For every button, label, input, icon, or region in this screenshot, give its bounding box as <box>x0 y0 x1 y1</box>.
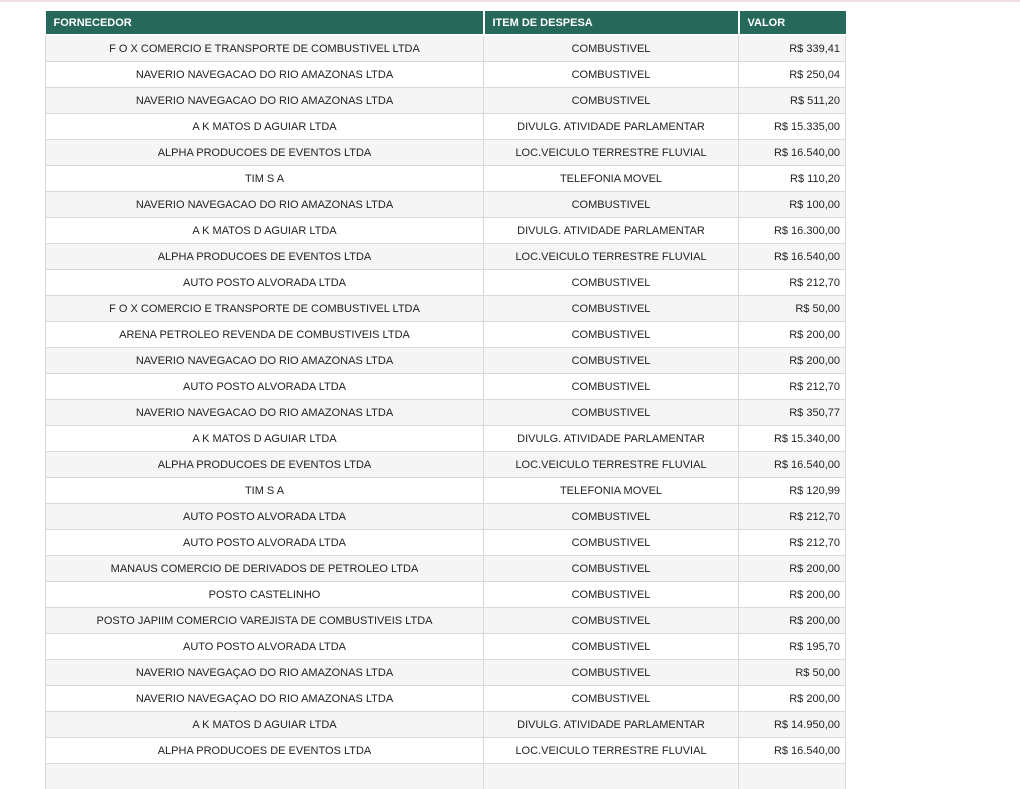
table-row <box>46 270 846 296</box>
value-cell: R$ 50,00 <box>739 660 846 686</box>
column-header-fornecedor: FORNECEDOR <box>46 11 484 35</box>
expense-item-cell: COMBUSTIVEL <box>484 88 739 114</box>
supplier-cell: A K MATOS D AGUIAR LTDA <box>46 712 484 738</box>
expense-item-cell: DIVULG. ATIVIDADE PARLAMENTAR <box>484 114 739 140</box>
expense-item-cell: COMBUSTIVEL <box>484 556 739 582</box>
expense-item-cell: COMBUSTIVEL <box>484 634 739 660</box>
value-cell: R$ 16.540,00 <box>739 452 846 478</box>
table-row <box>46 530 846 556</box>
table-row <box>46 426 846 452</box>
supplier-cell: A K MATOS D AGUIAR LTDA <box>46 114 484 140</box>
expense-item-cell: COMBUSTIVEL <box>484 348 739 374</box>
supplier-cell: ALPHA PRODUCOES DE EVENTOS LTDA <box>46 452 484 478</box>
value-cell: R$ 350,77 <box>739 400 846 426</box>
expense-item-cell: COMBUSTIVEL <box>484 660 739 686</box>
value-cell: R$ 212,70 <box>739 530 846 556</box>
supplier-cell: POSTO JAPIIM COMERCIO VAREJISTA DE COMBUSTIVEIS LTDA <box>46 608 484 634</box>
supplier-cell: NAVERIO NAVEGACAO DO RIO AMAZONAS LTDA <box>46 348 484 374</box>
table-header-row <box>46 11 846 35</box>
supplier-cell: ALPHA PRODUCOES DE EVENTOS LTDA <box>46 140 484 166</box>
value-cell: R$ 212,70 <box>739 270 846 296</box>
expense-item-cell: COMBUSTIVEL <box>484 322 739 348</box>
expenses-table <box>45 11 846 789</box>
expense-item-cell: COMBUSTIVEL <box>484 400 739 426</box>
expense-item-cell: DIVULG. ATIVIDADE PARLAMENTAR <box>484 426 739 452</box>
supplier-cell: NAVERIO NAVEGACAO DO RIO AMAZONAS LTDA <box>46 62 484 88</box>
value-cell: R$ 100,00 <box>739 192 846 218</box>
value-cell: R$ 15.335,00 <box>739 114 846 140</box>
expense-item-cell: COMBUSTIVEL <box>484 270 739 296</box>
expense-item-cell: COMBUSTIVEL <box>484 296 739 322</box>
value-cell: R$ 200,00 <box>739 556 846 582</box>
supplier-cell: AUTO POSTO ALVORADA LTDA <box>46 270 484 296</box>
table-row <box>46 348 846 374</box>
value-cell: R$ 120,99 <box>739 478 846 504</box>
table-row <box>46 140 846 166</box>
value-cell: R$ 16.540,00 <box>739 738 846 764</box>
expense-item-cell: COMBUSTIVEL <box>484 504 739 530</box>
value-cell: R$ 200,00 <box>739 582 846 608</box>
supplier-cell: AUTO POSTO ALVORADA LTDA <box>46 504 484 530</box>
table-row <box>46 62 846 88</box>
supplier-cell: NAVERIO NAVEGACAO DO RIO AMAZONAS LTDA <box>46 88 484 114</box>
supplier-cell: AUTO POSTO ALVORADA LTDA <box>46 634 484 660</box>
table-row <box>46 712 846 738</box>
value-cell: R$ 250,04 <box>739 62 846 88</box>
value-cell: R$ 110,20 <box>739 166 846 192</box>
supplier-cell: TIM S A <box>46 166 484 192</box>
table-row <box>46 400 846 426</box>
expense-item-cell: DIVULG. ATIVIDADE PARLAMENTAR <box>484 218 739 244</box>
supplier-cell: TIM S A <box>46 478 484 504</box>
expense-item-cell: LOC.VEICULO TERRESTRE FLUVIAL <box>484 738 739 764</box>
table-row-partial <box>46 764 846 789</box>
value-cell <box>739 764 846 789</box>
value-cell: R$ 16.300,00 <box>739 218 846 244</box>
supplier-cell: AUTO POSTO ALVORADA LTDA <box>46 374 484 400</box>
value-cell: R$ 511,20 <box>739 88 846 114</box>
table-row <box>46 218 846 244</box>
supplier-cell: ARENA PETROLEO REVENDA DE COMBUSTIVEIS LTDA <box>46 322 484 348</box>
value-cell: R$ 212,70 <box>739 504 846 530</box>
table-row <box>46 556 846 582</box>
value-cell: R$ 16.540,00 <box>739 244 846 270</box>
supplier-cell: NAVERIO NAVEGACAO DO RIO AMAZONAS LTDA <box>46 400 484 426</box>
expense-item-cell: TELEFONIA MOVEL <box>484 478 739 504</box>
expense-item-cell: TELEFONIA MOVEL <box>484 166 739 192</box>
supplier-cell: NAVERIO NAVEGAÇAO DO RIO AMAZONAS LTDA <box>46 686 484 712</box>
table-row <box>46 166 846 192</box>
expense-item-cell: LOC.VEICULO TERRESTRE FLUVIAL <box>484 452 739 478</box>
value-cell: R$ 15.340,00 <box>739 426 846 452</box>
supplier-cell: NAVERIO NAVEGACAO DO RIO AMAZONAS LTDA <box>46 192 484 218</box>
supplier-cell: F O X COMERCIO E TRANSPORTE DE COMBUSTIVEL LTDA <box>46 296 484 322</box>
table-row <box>46 608 846 634</box>
expense-item-cell: COMBUSTIVEL <box>484 62 739 88</box>
table-row <box>46 738 846 764</box>
expense-item-cell: COMBUSTIVEL <box>484 530 739 556</box>
supplier-cell: F O X COMERCIO E TRANSPORTE DE COMBUSTIVEL LTDA <box>46 35 484 62</box>
table-row <box>46 296 846 322</box>
expense-item-cell: COMBUSTIVEL <box>484 686 739 712</box>
table-row <box>46 88 846 114</box>
value-cell: R$ 50,00 <box>739 296 846 322</box>
table-row <box>46 686 846 712</box>
expense-item-cell: COMBUSTIVEL <box>484 582 739 608</box>
table-row <box>46 582 846 608</box>
value-cell: R$ 16.540,00 <box>739 140 846 166</box>
expense-item-cell: COMBUSTIVEL <box>484 35 739 62</box>
supplier-cell: MANAUS COMERCIO DE DERIVADOS DE PETROLEO LTDA <box>46 556 484 582</box>
expenses-table-container <box>45 11 845 789</box>
supplier-cell: ALPHA PRODUCOES DE EVENTOS LTDA <box>46 244 484 270</box>
supplier-cell: A K MATOS D AGUIAR LTDA <box>46 218 484 244</box>
table-row <box>46 452 846 478</box>
expense-item-cell: COMBUSTIVEL <box>484 192 739 218</box>
supplier-cell <box>46 764 484 789</box>
expense-item-cell: DIVULG. ATIVIDADE PARLAMENTAR <box>484 712 739 738</box>
table-row <box>46 660 846 686</box>
table-row <box>46 478 846 504</box>
value-cell: R$ 200,00 <box>739 686 846 712</box>
supplier-cell: AUTO POSTO ALVORADA LTDA <box>46 530 484 556</box>
expense-item-cell <box>484 764 739 789</box>
supplier-cell: POSTO CASTELINHO <box>46 582 484 608</box>
column-header-valor: VALOR <box>739 11 846 35</box>
table-row <box>46 244 846 270</box>
table-row <box>46 634 846 660</box>
table-row <box>46 504 846 530</box>
value-cell: R$ 200,00 <box>739 322 846 348</box>
expense-item-cell: COMBUSTIVEL <box>484 608 739 634</box>
value-cell: R$ 339,41 <box>739 35 846 62</box>
expense-item-cell: COMBUSTIVEL <box>484 374 739 400</box>
supplier-cell: A K MATOS D AGUIAR LTDA <box>46 426 484 452</box>
value-cell: R$ 14.950,00 <box>739 712 846 738</box>
table-row <box>46 35 846 62</box>
table-row <box>46 192 846 218</box>
value-cell: R$ 200,00 <box>739 348 846 374</box>
column-header-item-de-despesa: ITEM DE DESPESA <box>484 11 739 35</box>
table-row <box>46 374 846 400</box>
table-body <box>46 35 846 789</box>
table-row <box>46 114 846 140</box>
table-row <box>46 322 846 348</box>
supplier-cell: ALPHA PRODUCOES DE EVENTOS LTDA <box>46 738 484 764</box>
supplier-cell: NAVERIO NAVEGAÇAO DO RIO AMAZONAS LTDA <box>46 660 484 686</box>
expense-item-cell: LOC.VEICULO TERRESTRE FLUVIAL <box>484 244 739 270</box>
value-cell: R$ 195,70 <box>739 634 846 660</box>
value-cell: R$ 212,70 <box>739 374 846 400</box>
expense-item-cell: LOC.VEICULO TERRESTRE FLUVIAL <box>484 140 739 166</box>
top-accent-line <box>0 0 1020 2</box>
value-cell: R$ 200,00 <box>739 608 846 634</box>
